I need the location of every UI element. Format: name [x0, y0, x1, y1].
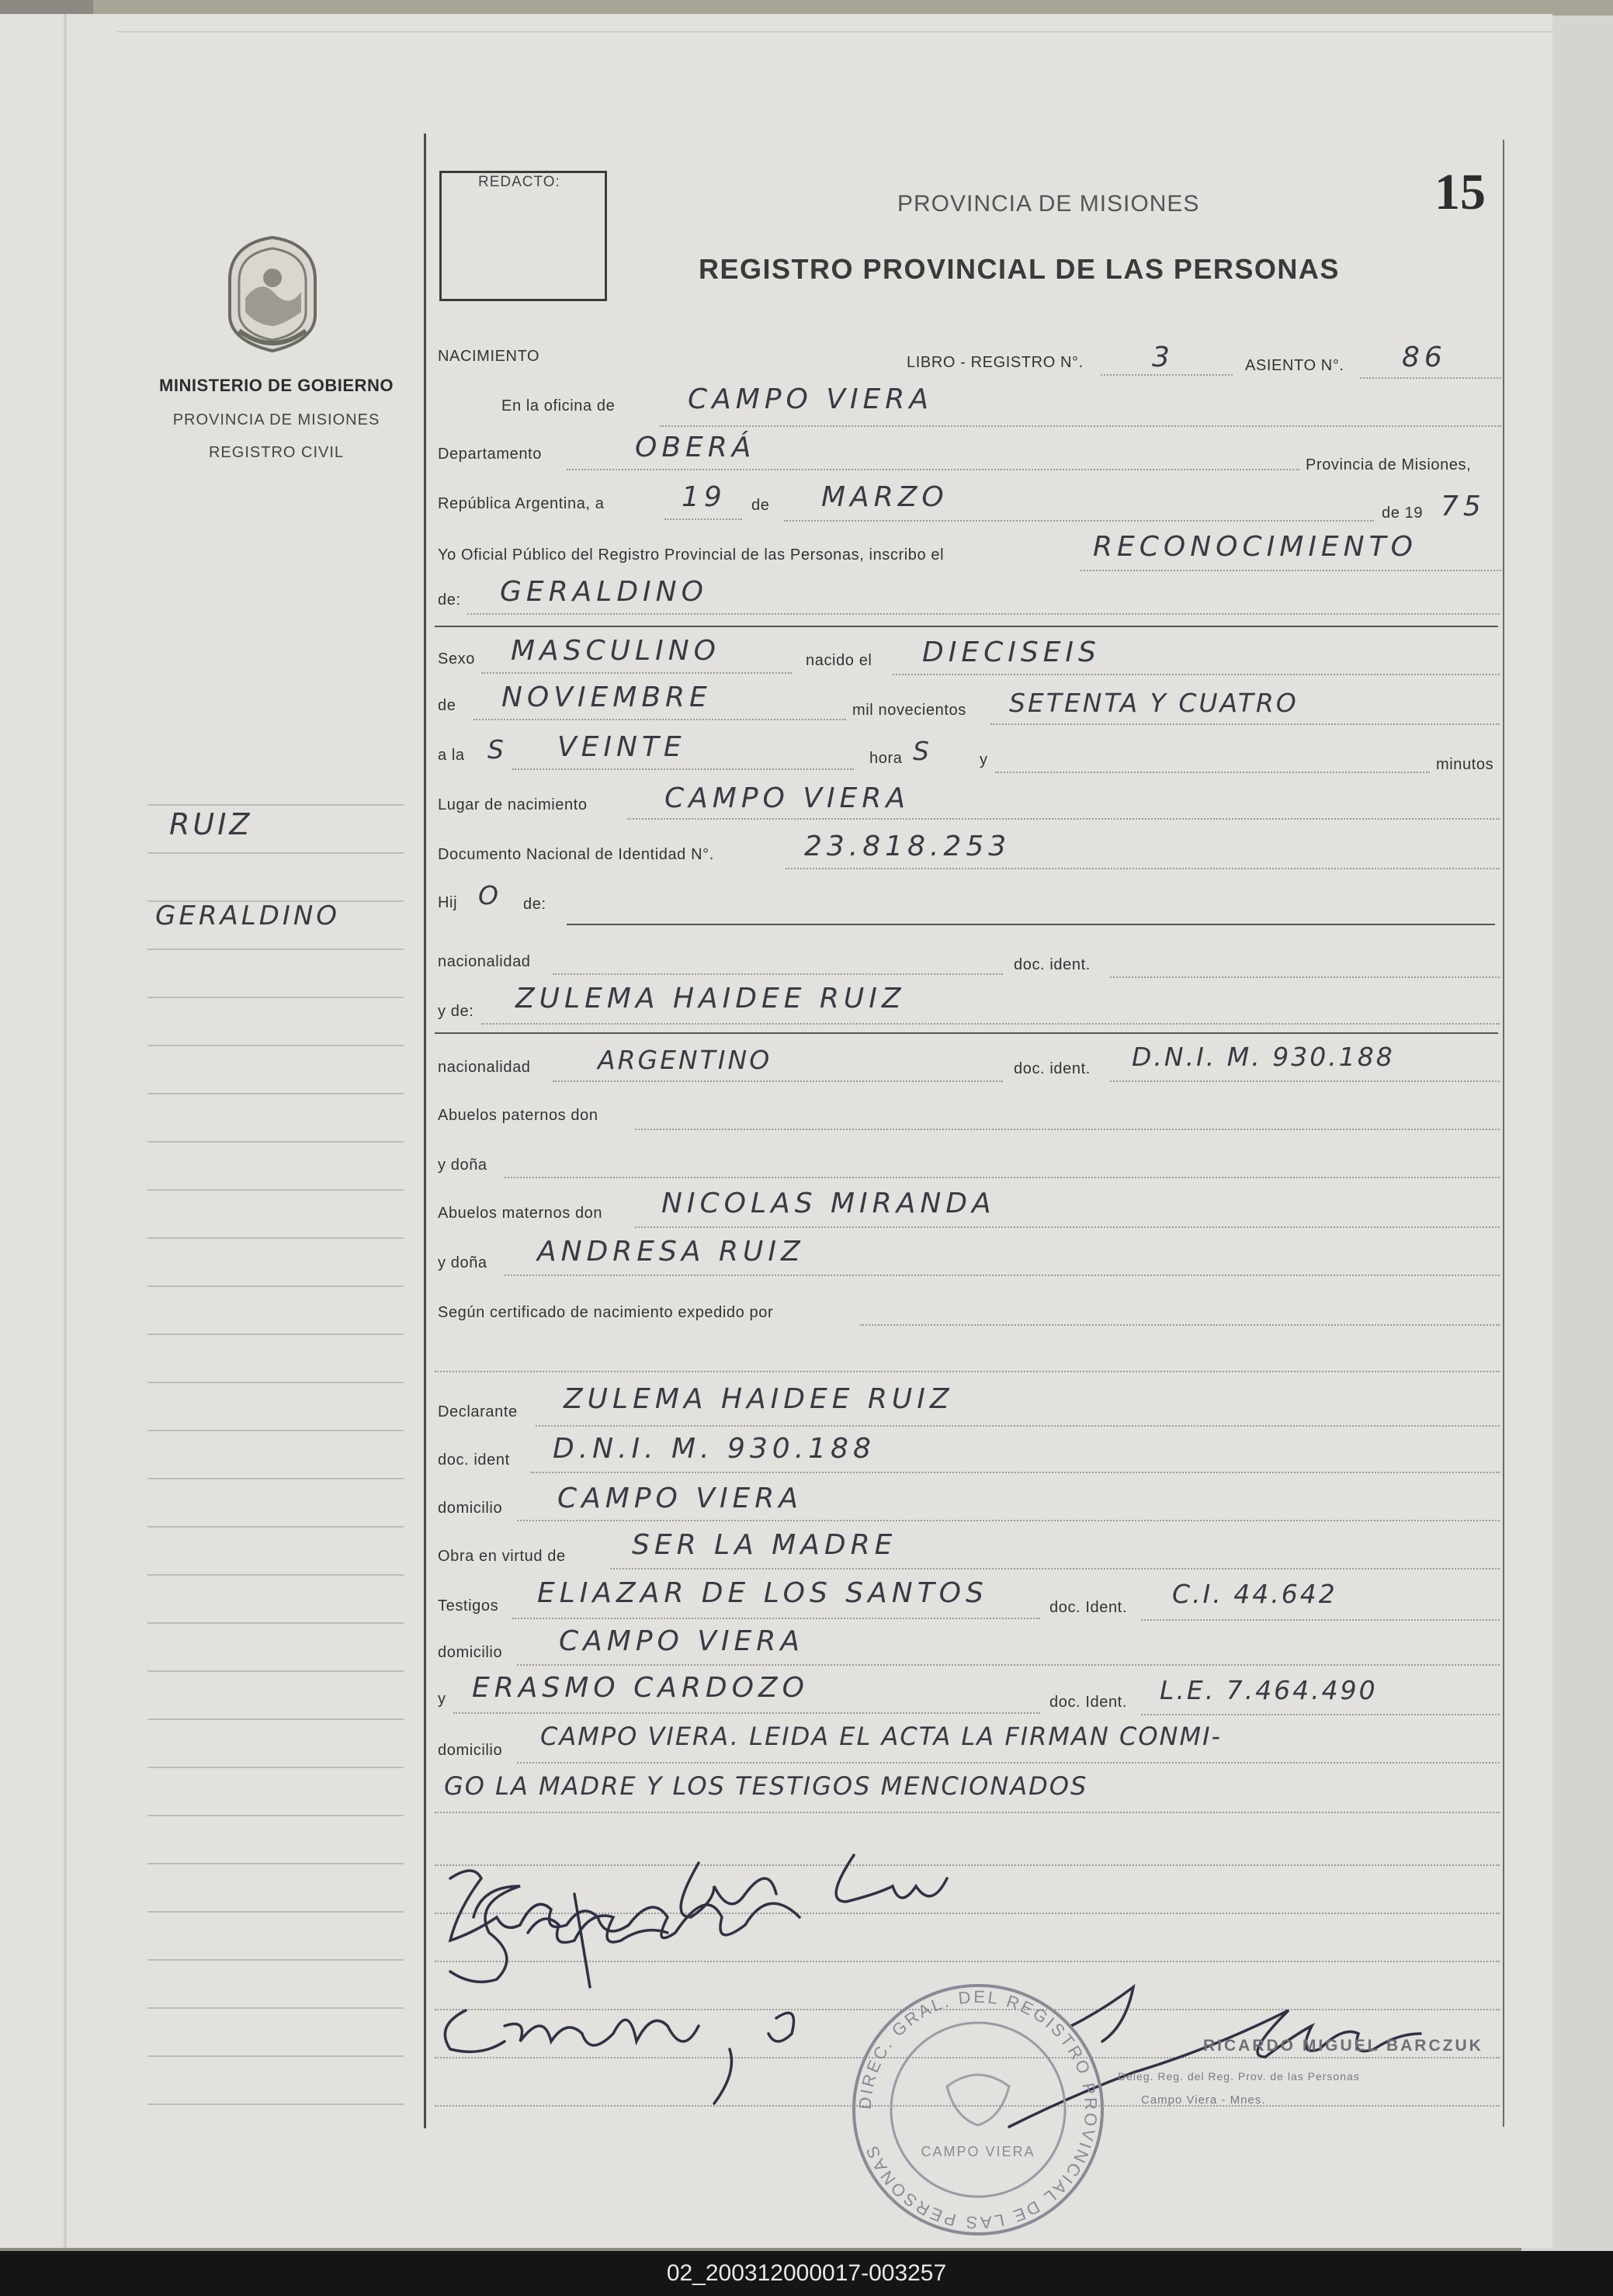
section-divider-1 — [435, 626, 1498, 627]
margin-ruled-line — [147, 804, 404, 806]
hij-de-label: de: — [523, 896, 546, 913]
margin-ruled-line — [147, 1478, 404, 1479]
de-persona-value: GERALDINO — [500, 576, 708, 608]
obra-line — [610, 1568, 1500, 1569]
margin-ruled-line — [147, 1045, 404, 1046]
de-mes-label: de — [438, 697, 456, 714]
signature-santos — [450, 1886, 668, 1987]
republica-label: República Argentina, a — [438, 495, 605, 512]
departamento-line — [567, 469, 1299, 470]
stamp-center: CAMPO VIERA — [921, 2144, 1035, 2159]
dia-value: 19 — [682, 481, 727, 513]
doc1-line — [1110, 976, 1500, 978]
t2-y-label: y — [438, 1691, 446, 1708]
asiento-label: ASIENTO N°. — [1245, 357, 1344, 374]
margin-ruled-line — [147, 1189, 404, 1191]
margin-ruled-line — [147, 2104, 404, 2105]
sheet-crease — [116, 31, 1552, 33]
margin-ruled-line — [147, 2007, 404, 2009]
nac2-label: nacionalidad — [438, 1059, 531, 1076]
departamento-value: OBERÁ — [635, 432, 756, 463]
tipo-label: NACIMIENTO — [438, 348, 540, 365]
margin-ruled-line — [147, 1767, 404, 1768]
lugar-label: Lugar de nacimiento — [438, 796, 588, 813]
a-la-label: a la — [438, 747, 465, 764]
margin-nombre: GERALDINO — [155, 900, 341, 931]
ab-mat-label: Abuelos maternos don — [438, 1205, 603, 1222]
sidebar-provincia-label: PROVINCIA DE MISIONES — [172, 411, 380, 428]
yo-oficial-label: Yo Oficial Público del Registro Provincial de las Personas, inscribo el — [438, 546, 945, 564]
registro-civil-label: REGISTRO CIVIL — [208, 444, 345, 461]
folio-number: 15 — [1434, 164, 1486, 220]
libro-value: 3 — [1152, 342, 1174, 373]
ab-pat-dona-label: y doña — [438, 1157, 487, 1174]
decl-doc-value: D.N.I. M. 930.188 — [553, 1433, 876, 1465]
hora-value-line — [512, 768, 854, 770]
declarante-value: ZULEMA HAIDEE RUIZ — [564, 1383, 954, 1415]
segun-label: Según certificado de nacimiento expedido por — [438, 1304, 774, 1321]
madre-line — [481, 1023, 1500, 1025]
margin-ruled-line — [147, 1574, 404, 1576]
doc2-label: doc. ident. — [1014, 1060, 1091, 1077]
testigos-label: Testigos — [438, 1597, 499, 1614]
right-vertical-rule — [1503, 140, 1504, 2127]
oficial-name: RICARDO MIGUEL BARCZUK — [1203, 2037, 1483, 2055]
dni-label: Documento Nacional de Identidad N°. — [438, 846, 714, 863]
libro-line — [1101, 374, 1233, 376]
margin-ruled-line — [147, 1863, 404, 1864]
departamento-label: Departamento — [438, 446, 542, 463]
hij-suffix: O — [478, 880, 501, 910]
margin-ruled-line — [147, 1622, 404, 1624]
dni-value: 23.818.253 — [804, 831, 1011, 862]
dni-line — [786, 868, 1500, 869]
dia-line — [664, 519, 742, 520]
minutos-label: minutos — [1436, 756, 1494, 773]
obra-value: SER LA MADRE — [632, 1529, 897, 1561]
margin-ruled-line — [147, 1670, 404, 1672]
decl-doc-label: doc. ident — [438, 1451, 510, 1469]
nac2-line — [553, 1080, 1003, 1082]
oficina-label: En la oficina de — [501, 397, 616, 414]
mes-line — [784, 520, 1374, 522]
mil-line — [990, 723, 1500, 725]
testigo2-value: ERASMO CARDOZO — [472, 1672, 809, 1704]
hora-suffix: S — [913, 736, 931, 766]
nacido-label: nacido el — [806, 652, 872, 669]
ab-mat-dona-line — [505, 1275, 1500, 1276]
hij-label: Hij — [438, 894, 458, 911]
nacido-value: DIECISEIS — [922, 636, 1101, 668]
ab-pat-dona-line — [505, 1177, 1500, 1178]
oficial-place: Campo Viera - Mnes. — [1141, 2093, 1266, 2107]
lugar-line — [627, 818, 1500, 820]
de-mes-line — [473, 719, 846, 720]
signature-cardozo — [445, 2010, 793, 2104]
minutos-line — [995, 772, 1430, 773]
de-label: de — [751, 497, 770, 514]
t1-dom-line — [517, 1664, 1500, 1666]
provincia-heading: PROVINCIA DE MISIONES — [897, 191, 1200, 217]
ab-mat-line — [635, 1226, 1500, 1228]
madre-value: ZULEMA HAIDEE RUIZ — [515, 983, 906, 1014]
registry-stamp — [846, 1962, 1110, 2257]
t1-doc-label: doc. Ident. — [1049, 1599, 1127, 1616]
nac2-value: ARGENTINO — [598, 1045, 772, 1075]
doc2-line — [1110, 1080, 1500, 1082]
margin-ruled-line — [147, 1815, 404, 1816]
anio-value: 75 — [1441, 491, 1486, 522]
anio-label: de 19 — [1382, 505, 1424, 522]
nac1-label: nacionalidad — [438, 953, 531, 970]
redacto-label: REDACTO: — [478, 174, 560, 190]
testigo1-value: ELIAZAR DE LOS SANTOS — [537, 1577, 988, 1609]
decl-dom-label: domicilio — [438, 1500, 503, 1517]
margin-ruled-line — [147, 1334, 404, 1335]
hora-value: VEINTE — [557, 731, 686, 763]
margin-ruled-line — [147, 1237, 404, 1239]
t1-dom-label: domicilio — [438, 1644, 503, 1661]
t1-dom-value: CAMPO VIERA — [559, 1625, 804, 1657]
hora-label: hora — [869, 750, 903, 767]
yo-oficial-value: RECONOCIMIENTO — [1093, 531, 1417, 563]
declarante-line — [536, 1425, 1500, 1427]
sexo-value: MASCULINO — [511, 635, 720, 667]
sexo-line — [481, 672, 792, 674]
binding-fold — [64, 14, 67, 2248]
stamp-text: DIREC. GRAL. DEL REGISTRO PROVINCIAL DE LAS PERSONAS — [855, 1986, 1101, 2233]
segun-line-2 — [435, 1371, 1500, 1372]
t2-dom-value-2: GO LA MADRE Y LOS TESTIGOS MENCIONADOS — [444, 1771, 1088, 1801]
section-divider-2 — [435, 1032, 1498, 1034]
ministerio-label: MINISTERIO DE GOBIERNO — [159, 376, 394, 395]
margin-ruled-line — [147, 1285, 404, 1287]
margin-ruled-line — [147, 1382, 404, 1383]
nacido-line — [893, 674, 1500, 675]
doc2-value: D.N.I. M. 930.188 — [1132, 1042, 1395, 1072]
margin-ruled-line — [147, 949, 404, 950]
margin-ruled-line — [147, 1526, 404, 1528]
t2-dom-label: domicilio — [438, 1742, 503, 1759]
y-label: y — [980, 751, 988, 768]
margin-ruled-line — [147, 1430, 404, 1431]
ab-mat-dona-value: ANDRESA RUIZ — [537, 1236, 805, 1268]
decl-dom-line — [517, 1520, 1500, 1521]
obra-label: Obra en virtud de — [438, 1548, 566, 1565]
margin-vertical-rule — [424, 134, 426, 2128]
registro-heading: REGISTRO PROVINCIAL DE LAS PERSONAS — [699, 253, 1340, 285]
t2-doc-label: doc. Ident. — [1049, 1694, 1127, 1711]
margin-ruled-line — [147, 1959, 404, 1961]
margin-ruled-line — [147, 1141, 404, 1143]
asiento-value: 86 — [1402, 342, 1447, 373]
ab-pat-line — [635, 1129, 1500, 1130]
t2-dom-value: CAMPO VIERA. LEIDA EL ACTA LA FIRMAN CONMI- — [540, 1722, 1223, 1751]
provincia-suffix: Provincia de Misiones, — [1306, 456, 1472, 473]
oficial-title: Deleg. Reg. del Reg. Prov. de las Personas — [1118, 2070, 1360, 2083]
de-persona-line — [467, 613, 1500, 615]
nac1-line — [553, 973, 1003, 975]
libro-label: LIBRO - REGISTRO N°. — [907, 354, 1084, 371]
margin-ruled-line — [147, 1719, 404, 1720]
margin-ruled-line — [147, 1911, 404, 1913]
page-id-label: 02_200312000017-003257 — [666, 2260, 947, 2286]
mil-value: SETENTA Y CUATRO — [1009, 688, 1299, 718]
decl-dom-value: CAMPO VIERA — [557, 1483, 803, 1514]
t2-doc-value: L.E. 7.464.490 — [1160, 1675, 1378, 1705]
ab-mat-value: NICOLAS MIRANDA — [661, 1188, 996, 1219]
a-la-suffix: S — [487, 734, 506, 765]
margin-ruled-line — [147, 997, 404, 998]
margin-ruled-line — [147, 2055, 404, 2057]
padre-line — [567, 924, 1495, 925]
t2-dom-line-2 — [435, 1812, 1500, 1813]
t1-doc-line — [1141, 1619, 1500, 1621]
signature-zulema — [450, 1855, 947, 1941]
t2-dom-line — [517, 1762, 1500, 1764]
mil-label: mil novecientos — [852, 702, 966, 719]
asiento-line — [1360, 377, 1501, 379]
y-de-label: y de: — [438, 1003, 474, 1020]
oficina-line — [660, 425, 1501, 427]
margin-apellido: RUIZ — [169, 807, 253, 841]
margin-ruled-line — [147, 1093, 404, 1094]
mes-value: MARZO — [821, 481, 949, 513]
lugar-value: CAMPO VIERA — [664, 782, 910, 814]
declarante-label: Declarante — [438, 1403, 518, 1420]
decl-doc-line — [531, 1472, 1500, 1473]
ab-mat-dona-label: y doña — [438, 1254, 487, 1271]
testigo1-line — [512, 1618, 1040, 1619]
sexo-label: Sexo — [438, 650, 475, 668]
yo-oficial-line — [1081, 570, 1501, 571]
ab-pat-label: Abuelos paternos don — [438, 1107, 598, 1124]
doc1-label: doc. ident. — [1014, 956, 1091, 973]
de-persona-label: de: — [438, 591, 461, 609]
testigo2-line — [453, 1712, 1040, 1714]
margin-ruled-line — [147, 852, 404, 854]
de-mes-value: NOVIEMBRE — [501, 682, 712, 713]
t2-doc-line — [1141, 1714, 1500, 1715]
provincial-seal-icon — [214, 231, 331, 355]
oficina-value: CAMPO VIERA — [688, 383, 933, 415]
t1-doc-value: C.I. 44.642 — [1172, 1579, 1337, 1609]
segun-line — [860, 1324, 1500, 1326]
